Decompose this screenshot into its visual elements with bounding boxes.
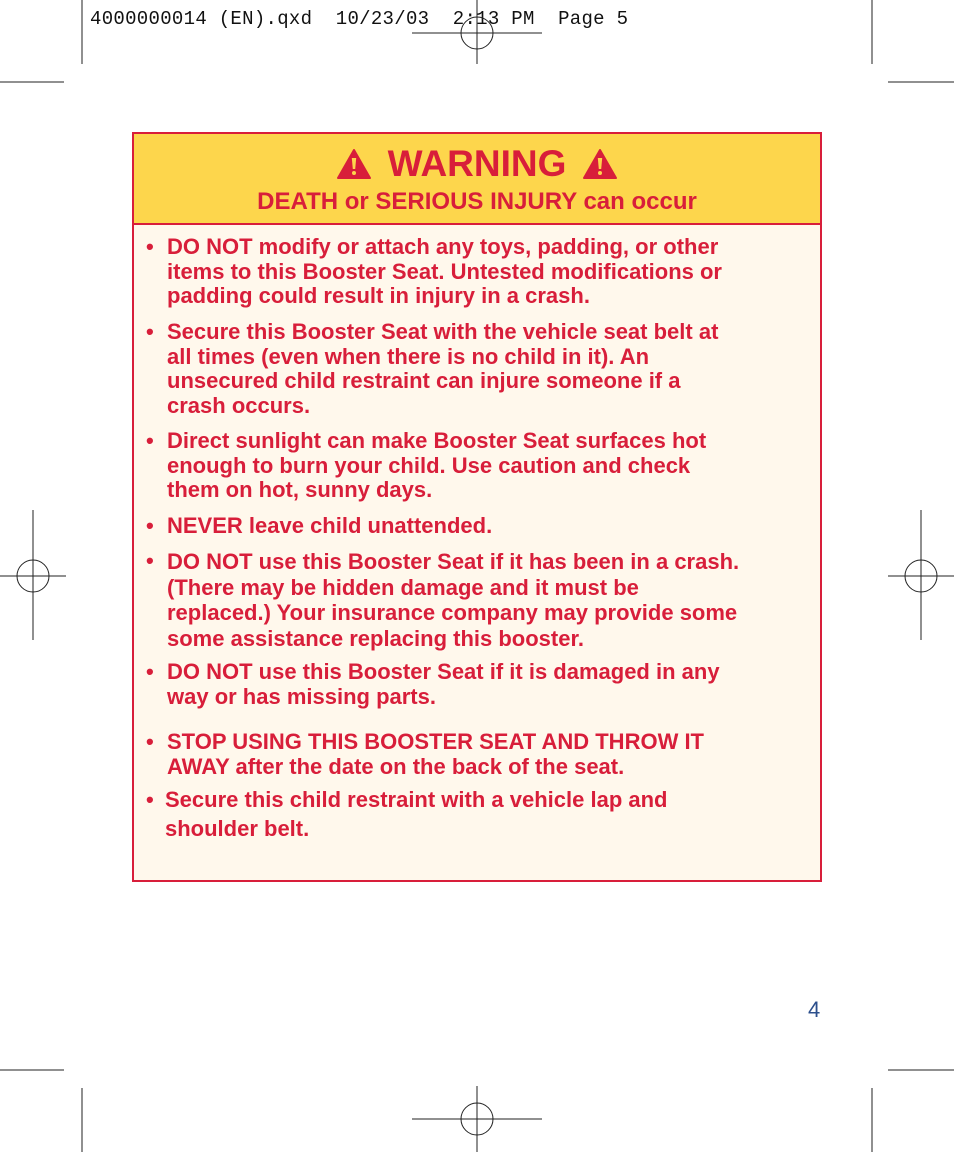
warning-triangle-icon: [336, 148, 372, 180]
warning-title-row: [134, 134, 820, 188]
list-item: [146, 429, 818, 503]
bullet: •: [146, 428, 154, 453]
warning-header: [134, 134, 820, 225]
warning-subtitle: DEATH or SERIOUS INJURY can occur: [257, 188, 697, 215]
list-item-text: DO NOT use this Booster Seat if it is damaged in any way or has missing parts.: [167, 659, 720, 709]
list-item: [146, 320, 818, 418]
bullet: •: [146, 787, 154, 812]
list-item-text: Secure this child restraint with a vehicle lap and shoulder belt.: [165, 787, 668, 841]
list-item-text: Secure this Booster Seat with the vehicle seat belt at all times (even when there is no child in it). An unsecured child restraint can injure someone if a crash occurs.: [167, 319, 719, 418]
warning-triangle-icon: [582, 148, 618, 180]
printer-slug: 4000000014 (EN).qxd 10/23/03 2:13 PM Page 5: [90, 8, 629, 30]
warning-title: WARNING: [387, 143, 567, 184]
list-item-text: STOP USING THIS BOOSTER SEAT AND THROW IT AWAY after the date on the back of the seat.: [167, 729, 704, 779]
list-item: [146, 235, 818, 309]
bullet: •: [146, 513, 154, 538]
list-item: [146, 660, 818, 709]
list-item-text: Direct sunlight can make Booster Seat surfaces hot enough to burn your child. Use caution and check them on hot, sunny days.: [167, 428, 707, 503]
bullet: •: [146, 729, 154, 754]
list-item-text: DO NOT use this Booster Seat if it has been in a crash. (There may be hidden damage and it must be replaced.) Your insurance company may provide some some assistance replacing this booster.: [167, 549, 740, 651]
bullet: •: [146, 319, 154, 344]
list-item: [146, 730, 818, 779]
list-item: [146, 514, 818, 539]
list-item-text: DO NOT modify or attach any toys, padding, or other items to this Booster Seat. Untested modifications or padding could result in injury in a crash.: [167, 234, 722, 309]
page-number: 4: [808, 997, 821, 1022]
list-item: [146, 549, 820, 651]
list-item: [146, 785, 818, 843]
bullet: •: [146, 659, 154, 684]
bullet: •: [146, 548, 154, 573]
warning-panel: [132, 132, 822, 882]
bullet: •: [146, 234, 154, 259]
list-item-text: NEVER leave child unattended.: [167, 513, 493, 538]
